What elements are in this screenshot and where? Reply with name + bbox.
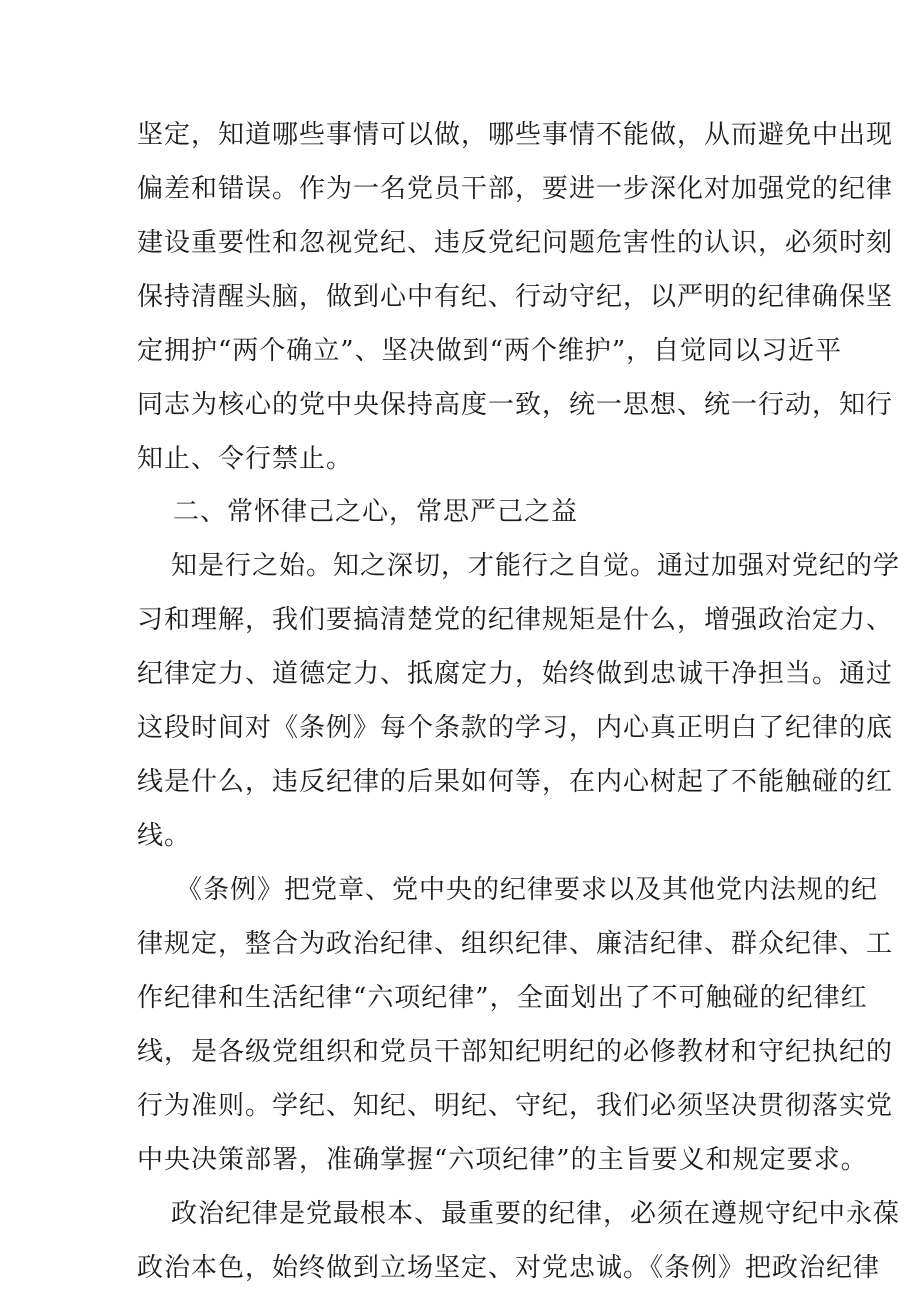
paragraph-line: 保持清醒头脑，做到心中有纪、行动守纪，以严明的纪律确保坚 — [137, 282, 894, 312]
paragraph-line: 同志为核心的党中央保持高度一致，统一思想、统一行动，知行 — [137, 390, 894, 420]
paragraph-line: 这段时间对《条例》每个条款的学习，内心真正明白了纪律的底 — [137, 713, 894, 743]
paragraph-line: 律规定，整合为政治纪律、组织纪律、廉洁纪律、群众纪律、工 — [137, 929, 894, 959]
paragraph-line: 建设重要性和忽视党纪、违反党纪问题危害性的认识，必须时刻 — [137, 228, 894, 258]
paragraph-line: 定拥护“两个确立”、坚决做到“两个维护”，自觉同以习近平 — [137, 336, 843, 366]
paragraph-line: 知是行之始。知之深切，才能行之自觉。通过加强对党纪的学 — [171, 551, 901, 581]
paragraph-line: 行为准则。学纪、知纪、明纪、守纪，我们必须坚决贯彻落实党 — [137, 1091, 894, 1121]
paragraph-line: 习和理解，我们要搞清楚党的纪律规矩是什么，增强政治定力、 — [137, 605, 894, 635]
paragraph-line: 偏差和错误。作为一名党员干部，要进一步深化对加强党的纪律 — [137, 174, 894, 204]
paragraph-line: 坚定，知道哪些事情可以做，哪些事情不能做，从而避免中出现 — [137, 120, 894, 150]
paragraph-line: 政治本色，始终做到立场坚定、对党忠诚。《条例》把政治纪律 — [137, 1253, 881, 1283]
paragraph-line: 《条例》把党章、党中央的纪律要求以及其他党内法规的纪 — [176, 875, 879, 905]
paragraph-line: 政治纪律是党最根本、最重要的纪律，必须在遵规守纪中永葆 — [171, 1199, 901, 1229]
paragraph-line: 线是什么，违反纪律的后果如何等，在内心树起了不能触碰的红 — [137, 767, 894, 797]
paragraph-line: 中央决策部署，准确掌握“六项纪律”的主旨要义和规定要求。 — [137, 1145, 868, 1175]
paragraph-line: 知止、令行禁止。 — [137, 444, 354, 474]
paragraph-line: 纪律定力、道德定力、抵腐定力，始终做到忠诚干净担当。通过 — [137, 659, 894, 689]
paragraph-line: 线。 — [137, 821, 192, 851]
paragraph-line: 线，是各级党组织和党员干部知纪明纪的必修教材和守纪执纪的 — [137, 1037, 894, 1067]
section-heading: 二、常怀律己之心，常思严己之益 — [173, 497, 579, 527]
paragraph-line: 作纪律和生活纪律“六项纪律”，全面划出了不可触碰的纪律红 — [137, 983, 868, 1013]
